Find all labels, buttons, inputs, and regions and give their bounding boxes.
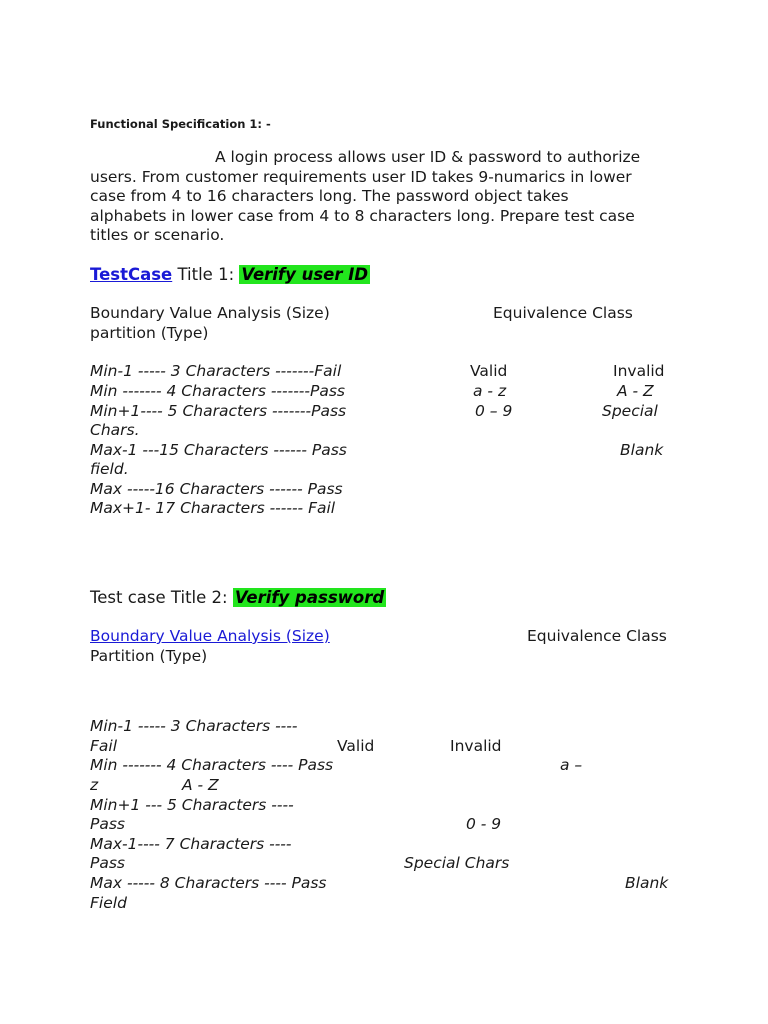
tc1-invalid-item: Blank (620, 441, 664, 459)
spec-heading: Functional Specification 1: - (90, 117, 271, 131)
tc2-title-prefix: Test case Title 2: (90, 588, 233, 607)
tc1-valid-item: 0 – 9 (475, 402, 513, 420)
tc1-valid-item: a - z (473, 382, 507, 400)
tc2-eq-label-cont: Partition (Type) (90, 647, 208, 665)
tc2-line: Pass (90, 854, 125, 872)
tc2-line: Pass (90, 815, 125, 833)
intro-paragraph (90, 148, 680, 246)
tc1-bva-label: Boundary Value Analysis (Size) (90, 304, 330, 322)
tc2-invalid-item: A - Z (182, 776, 219, 794)
tc2-line: z (90, 776, 99, 794)
tc1-row: Max -----16 Characters ------ Pass (90, 480, 343, 498)
tc1-row: field. (90, 460, 129, 478)
tc1-invalid-header: Invalid (613, 362, 665, 380)
tc1-row: Max+1- 17 Characters ------ Fail (90, 499, 336, 517)
tc2-line: Min ------- 4 Characters ---- Pass (90, 756, 334, 774)
tc2-valid-item: a – (560, 756, 583, 774)
tc1-row: Min ------- 4 Characters -------Pass (90, 382, 345, 400)
tc1-highlight: Verify user ID (241, 265, 369, 284)
tc2-line: Fail (90, 737, 118, 755)
intro-line: case from 4 to 16 characters long. The password object takes (90, 187, 569, 206)
testcase-link[interactable]: TestCase (90, 265, 173, 284)
tc1-row: Min+1---- 5 Characters -------Pass (90, 402, 347, 420)
tc1-title-prefix: Title 1: (172, 265, 240, 284)
tc2-line: Max-1---- 7 Characters ---- (90, 835, 292, 853)
tc1-row: Chars. (90, 421, 140, 439)
intro-line: A login process allows user ID & password to authorize (215, 148, 641, 166)
tc2-valid-item: 0 - 9 (466, 815, 502, 833)
tc1-invalid-item: Special (602, 402, 658, 420)
tc2-line: Max ----- 8 Characters ---- Pass (90, 874, 327, 892)
tc2-eq-label: Equivalence Class (527, 627, 667, 645)
intro-line: titles or scenario. (90, 226, 225, 245)
tc2-bva-link[interactable]: Boundary Value Analysis (Size) (90, 627, 330, 645)
tc1-eq-label: Equivalence Class (493, 304, 633, 322)
tc2-invalid-header: Invalid (450, 737, 502, 755)
tc2-line: Min-1 ----- 3 Characters ---- (90, 717, 298, 735)
tc1-valid-header: Valid (470, 362, 508, 380)
intro-line: users. From customer requirements user ID takes 9-numarics in lower (90, 167, 632, 186)
tc1-row: Min-1 ----- 3 Characters -------Fail (90, 362, 342, 380)
intro-line: alphabets in lower case from 4 to 8 characters long. Prepare test case (90, 206, 635, 225)
tc1-title (90, 264, 370, 286)
tc2-highlight: Verify password (234, 588, 385, 607)
tc2-line: Min+1 --- 5 Characters ---- (90, 796, 294, 814)
tc2-title (90, 587, 386, 609)
tc1-eq-label-cont: partition (Type) (90, 324, 209, 342)
tc2-invalid-item: Blank (625, 874, 669, 892)
tc2-invalid-item: Special Chars (404, 854, 510, 872)
tc2-line: Field (90, 894, 127, 912)
tc1-row: Max-1 ---15 Characters ------ Pass (90, 441, 347, 459)
tc2-valid-header: Valid (337, 737, 375, 755)
tc1-invalid-item: A - Z (617, 382, 654, 400)
